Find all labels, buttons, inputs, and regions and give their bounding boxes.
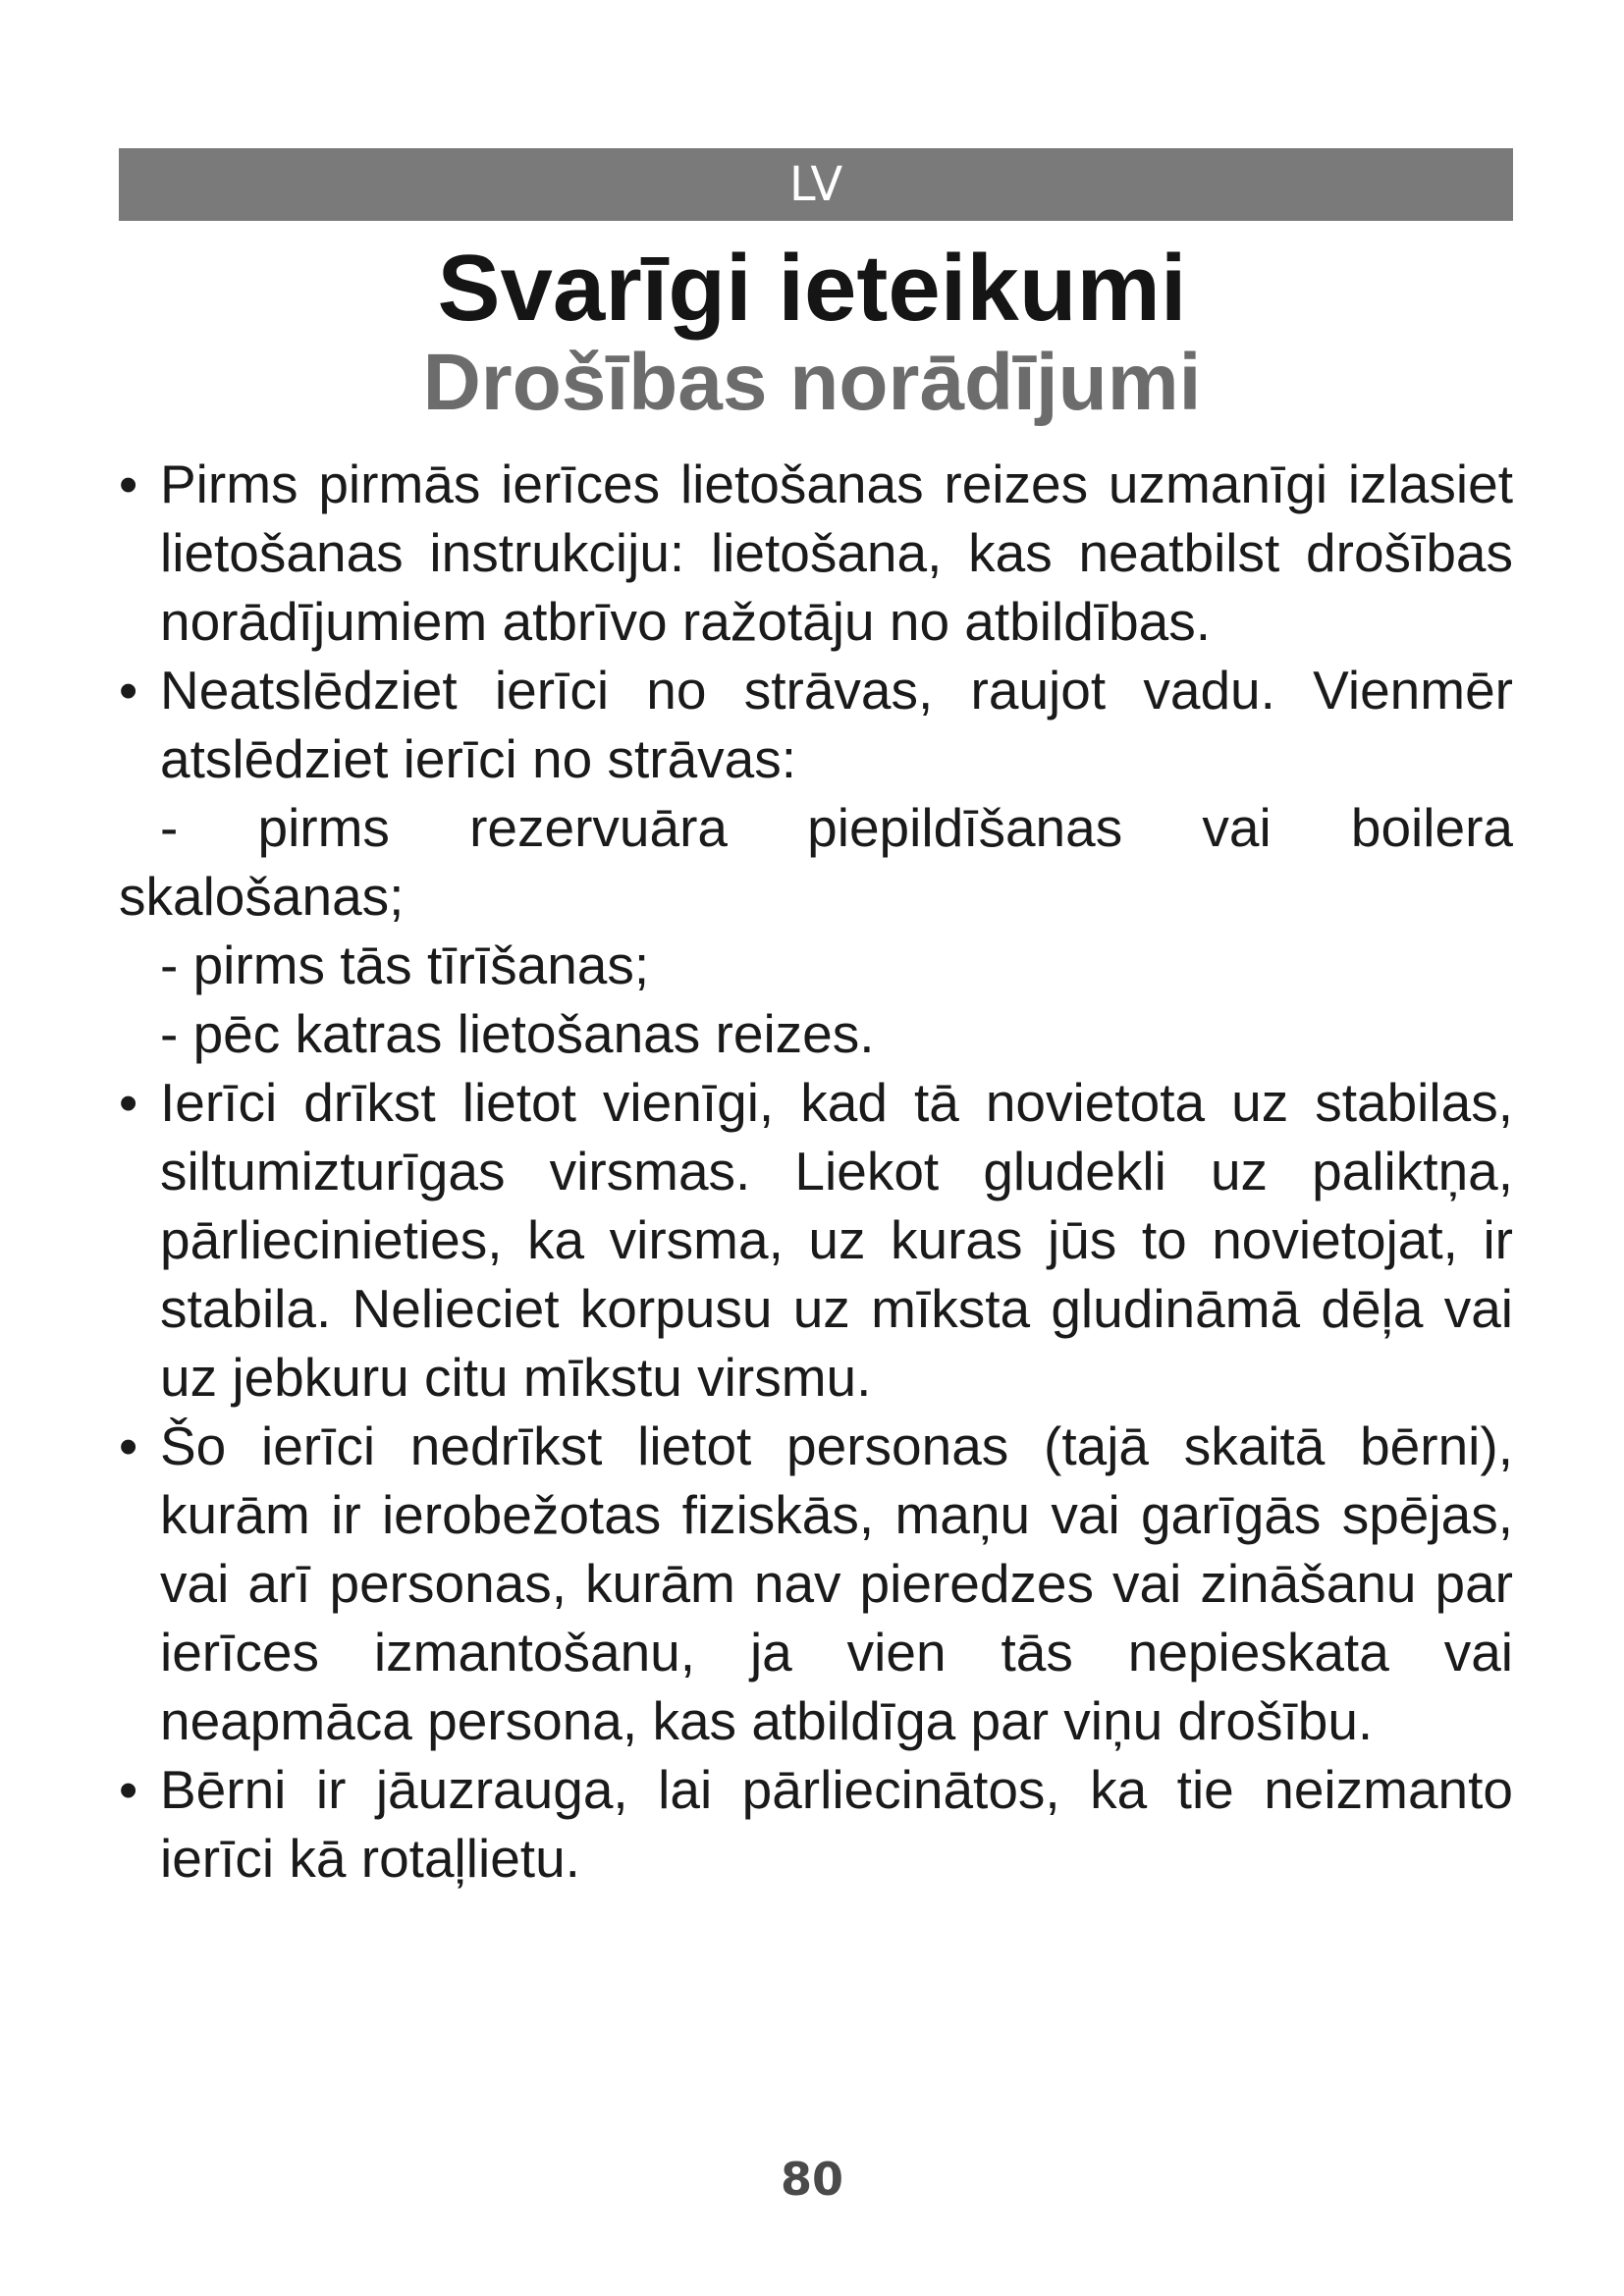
bullet-icon: •	[119, 1759, 138, 1820]
list-item-text: Bērni ir jāuzrauga, lai pārliecinātos, ka tie neizmanto ierīci kā rotaļlietu.	[160, 1759, 1513, 1889]
sub-list-item-start: - pirms rezervuāra piepildīšanas vai boilera	[160, 797, 1513, 858]
language-code: LV	[788, 157, 843, 212]
section-subtitle: Drošības norādījumi	[422, 338, 1202, 427]
page-title: Svarīgi ieteikumi	[437, 236, 1187, 341]
bullet-icon: •	[119, 1072, 138, 1133]
sub-list-item: - pēc katras lietošanas reizes.	[160, 1003, 875, 1064]
list-item-text: Ierīci drīkst lietot vienīgi, kad tā novietota uz stabilas, siltumizturīgas virsmas. Liekot gludekli uz paliktņa, pārliecinieties, ka virsma, uz kuras jūs to novietojat, ir stabila. Nelieciet korpusu uz mīksta gludināmā dēļa vai uz jebkuru citu mīkstu virsmu.	[160, 1072, 1513, 1408]
bullet-icon: •	[119, 1415, 138, 1476]
list-item-text: Pirms pirmās ierīces lietošanas reizes uzmanīgi izlasiet lietošanas instrukciju: lietošana, kas neatbilst drošības norādījumiem atbrīvo ražotāju no atbildības.	[160, 454, 1513, 652]
list-item	[119, 656, 1513, 793]
list-item	[119, 1068, 1513, 1412]
page-number: 80	[780, 2153, 843, 2206]
safety-instructions-list	[119, 450, 1513, 1893]
sub-list-item-continuation: skalošanas;	[119, 866, 405, 927]
language-header-bar	[119, 148, 1513, 221]
sub-list-item: - pirms tās tīrīšanas;	[160, 934, 650, 995]
list-item-text: Neatslēdziet ierīci no strāvas, raujot vadu. Vienmēr atslēdziet ierīci no strāvas:	[160, 660, 1513, 789]
list-item-text: Šo ierīci nedrīkst lietot personas (tajā skaitā bērni), kurām ir ierobežotas fiziskās, maņu vai garīgās spējas, vai arī personas, kurām nav pieredzes vai zināšanu par ierīces izmantošanu, ja vien tās nepieskata vai neapmāca persona, kas atbildīga par viņu drošību.	[160, 1415, 1513, 1751]
list-item	[119, 1412, 1513, 1755]
list-item	[119, 1755, 1513, 1893]
bullet-icon: •	[119, 454, 138, 514]
list-item	[119, 450, 1513, 656]
bullet-icon: •	[119, 660, 138, 721]
